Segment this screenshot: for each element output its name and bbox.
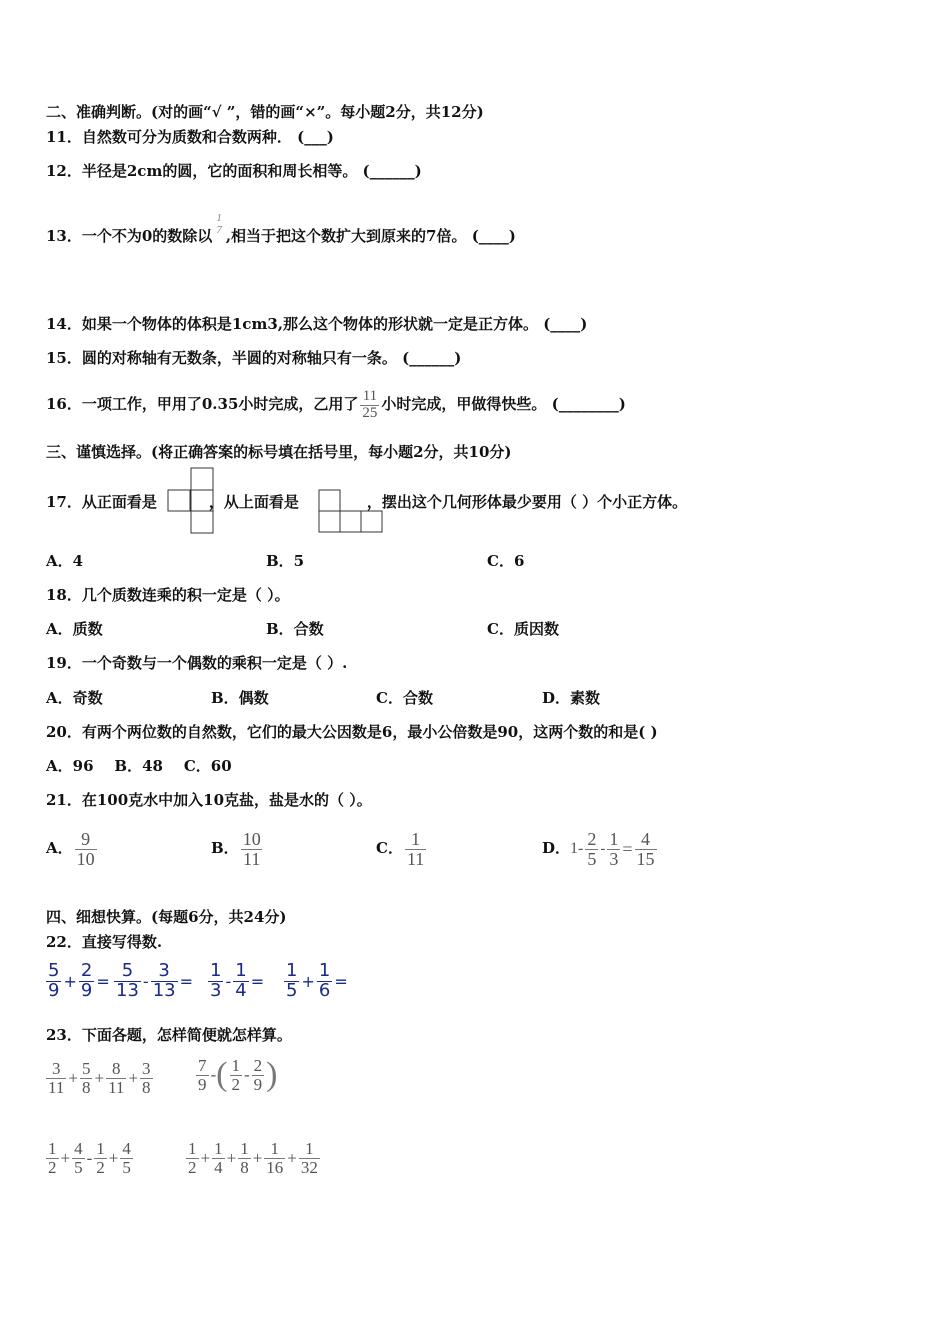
q23-e1-op-3: + [128,1068,139,1088]
q17-option-b: B．5 [266,552,305,570]
q23-e1-fraction-2 [80,1060,93,1097]
q22-expression-4 [282,962,348,1001]
q23-e2-left-paren: ( [216,1056,228,1093]
q17-option-c: C．6 [487,552,525,570]
q23-e1-f2-num: 5 [81,1059,91,1078]
q23-e4-f2-den: 4 [214,1157,223,1177]
q18-option-b: B．合数 [266,620,324,638]
q21-d-f2-den: 3 [609,848,619,869]
q22-e2-fraction-1 [114,962,141,1001]
q21-a-den: 10 [76,848,95,869]
q21-d-f1-num: 2 [587,828,597,849]
question-15: 15．圆的对称轴有无数条，半圆的对称轴只有一条。 (______) [46,349,462,367]
question-11: 11．自然数可分为质数和合数两种． (___) [46,128,334,146]
q23-e4-fraction-3 [238,1140,251,1177]
q23-e1-op-1: + [68,1068,78,1088]
question-23: 23．下面各题，怎样简便就怎样算。 [46,1026,292,1044]
q23-e4-op-4: + [287,1148,297,1168]
question-14: 14．如果一个物体的体积是1cm3,那么这个物体的形状就一定是正方体。 (____) [46,315,588,333]
q23-e1-fraction-1 [46,1060,66,1097]
q23-expression-4 [184,1140,322,1177]
q21-d-label: D． [542,839,571,857]
question-12: 12．半径是2cm的圆，它的面积和周长相等。 (______) [46,162,422,180]
q19-option-a: A．奇数 [46,689,103,707]
q22-expression-1 [44,962,110,1001]
q23-e4-f3-num: 1 [240,1139,249,1158]
q22-e1-eq: = [96,971,110,991]
q23-e4-fraction-2 [212,1140,225,1177]
q23-e3-f2-num: 4 [74,1139,83,1158]
q23-e3-op-1: + [60,1148,71,1168]
q22-e4-eq: = [334,971,348,991]
section2-title: 二、准确判断。(对的画“√ ”，错的画“×”。每小题2分，共12分) [46,103,484,121]
q21-d-fraction-1 [585,830,598,869]
q23-e2-fraction-2 [230,1057,243,1094]
q23-e3-f3-num: 1 [96,1139,105,1158]
q22-e2-f1-num: 5 [121,960,134,981]
q23-e2-f1-den: 9 [198,1074,207,1094]
q23-e3-f1-num: 1 [48,1139,57,1158]
q21-option-d [542,823,659,874]
q22-e1-fraction-1 [46,962,61,1001]
q22-e1-f1-num: 5 [48,960,60,981]
q21-d-f3-num: 4 [641,828,650,849]
q23-e2-right-paren: ) [266,1056,278,1093]
q23-e2-f1-num: 7 [198,1055,207,1075]
q21-b-num: 10 [242,828,261,849]
q23-e4-fraction-4 [264,1140,285,1177]
q23-e2-fraction-3 [252,1057,265,1094]
q23-e2-f2-num: 1 [231,1055,240,1075]
q21-option-a [46,823,99,873]
q23-e1-op-2: + [94,1068,105,1088]
top-view-figure [318,489,386,535]
q23-e4-op-3: + [252,1148,263,1168]
q21-b-label: B． [211,839,239,857]
q22-e1-op: + [63,971,77,991]
q19-option-b: B．偶数 [211,689,269,707]
q22-e4-f1-num: 1 [286,960,298,981]
question-21: 21．在100克水中加入10克盐，盐是水的（ ）。 [46,791,372,809]
q22-e2-f1-den: 13 [116,979,139,1001]
q13-text-post: ,相当于把这个数扩大到原来的7倍。 (____) [225,227,516,245]
q23-e3-f4-den: 5 [122,1157,131,1177]
q22-e4-fraction-2 [317,962,332,1001]
q23-e4-f5-num: 1 [305,1139,314,1158]
question-18: 18．几个质数连乘的积一定是（ ）。 [46,586,290,604]
q23-e1-f2-den: 8 [81,1077,91,1097]
q21-d-fraction-2 [607,830,620,869]
q23-e3-op-2: - [86,1148,93,1168]
question-16 [46,382,626,426]
q21-b-fraction [241,830,263,869]
q21-d-f3-den: 15 [636,848,655,869]
q20-options: A．96 B．48 C．60 [46,757,232,775]
q23-e2-f3-num: 2 [253,1055,263,1075]
q23-e3-fraction-4 [120,1140,133,1177]
q19-option-c: C．合数 [376,689,433,707]
q22-e1-f2-num: 2 [80,960,93,981]
q21-b-den: 11 [243,848,261,869]
q22-e2-eq: = [179,971,193,991]
q22-e4-f2-den: 6 [318,979,331,1001]
q21-a-num: 9 [81,828,91,849]
question-13 [46,214,516,258]
q21-c-num: 1 [411,828,421,849]
q23-e4-f4-num: 1 [270,1139,280,1158]
q22-e2-fraction-2 [151,962,178,1001]
q13-frac-num: 1 [216,212,222,225]
q23-e1-f4-den: 8 [142,1077,151,1097]
q23-e1-f4-num: 3 [142,1059,151,1078]
q21-a-fraction [75,830,97,869]
q22-e3-f2-den: 4 [235,979,247,1001]
q23-e1-fraction-3 [106,1060,126,1097]
q21-d-minus: - [600,841,606,857]
question-22: 22．直接写得数. [46,933,163,951]
q23-e2-f3-den: 9 [253,1074,263,1094]
q23-e2-fraction-1 [196,1057,209,1094]
q21-d-f2-num: 1 [609,828,619,849]
q23-e4-f3-den: 8 [240,1157,249,1177]
q22-e2-op: - [142,971,149,991]
section4-title: 四、细想快算。(每题6分，共24分) [46,908,287,926]
q22-e2-f2-num: 3 [158,960,170,981]
q16-text-post: 小时完成，甲做得快些。 (________) [381,395,626,413]
q22-e3-eq: = [250,971,265,991]
q23-e4-fraction-1 [186,1140,199,1177]
q23-e1-f1-den: 11 [48,1077,65,1097]
q21-d-fraction-3 [635,830,657,869]
q19-option-d: D．素数 [542,689,601,707]
q23-expression-3 [44,1140,135,1177]
q22-e1-f2-den: 9 [80,979,93,1001]
q16-fraction [360,389,379,422]
q21-option-c [376,823,428,873]
q23-e3-f4-num: 4 [122,1139,131,1158]
q22-e3-f1-den: 3 [210,979,222,1001]
q22-e3-f1-num: 1 [210,960,222,981]
q23-e1-f3-den: 11 [108,1077,125,1097]
question-20: 20．有两个两位数的自然数，它们的最大公因数是6，最小公倍数是90，这两个数的和是( ) [46,723,658,741]
q22-e4-f1-den: 5 [286,979,298,1001]
q13-frac-den: 7 [216,224,222,236]
q21-c-label: C． [376,839,403,857]
q23-e4-f1-num: 1 [188,1139,197,1158]
q22-e1-f1-den: 9 [48,979,60,1001]
q22-e3-op: - [225,971,232,991]
q23-e2-f2-den: 2 [231,1074,240,1094]
q23-e3-f1-den: 2 [48,1157,57,1177]
q13-text-pre: 13．一个不为0的数除以 [46,227,213,245]
q22-e3-fraction-1 [208,962,223,1001]
q22-e4-f2-num: 1 [318,960,331,981]
q23-e4-f2-num: 1 [214,1139,223,1158]
q23-e4-op-2: + [226,1148,237,1168]
q23-e4-fraction-5 [299,1140,320,1177]
q23-e1-fraction-4 [140,1060,153,1097]
q21-d-equals: = [622,839,633,859]
q22-e4-fraction-1 [284,962,299,1001]
q23-e3-op-3: + [108,1148,119,1168]
q23-e2-op-1: - [210,1065,217,1084]
q22-e1-fraction-2 [79,962,94,1001]
q17-text-c: ，摆出这个几何形体最少要用（ ）个小正方体。 [366,493,688,511]
q21-d-f1-den: 5 [587,848,597,869]
q23-e2-op-2: - [244,1065,250,1084]
q22-e2-f2-den: 13 [152,979,176,1001]
q16-text-pre: 16．一项工作，甲用了0.35小时完成，乙用了 [46,395,359,413]
q21-c-fraction [405,830,426,869]
q17-option-a: A．4 [46,552,84,570]
section3-title: 三、谨慎选择。(将正确答案的标号填在括号里，每小题2分，共10分) [46,443,512,461]
q21-a-label: A． [46,839,73,857]
q23-expression-2 [194,1056,278,1094]
q16-frac-num: 11 [362,387,378,404]
q21-option-b [211,823,265,873]
q23-expression-1 [44,1060,155,1097]
q22-e3-f2-num: 1 [235,960,247,981]
q16-frac-den: 25 [362,404,378,421]
q17-text-a: 17．从正面看是 [46,493,157,511]
q22-expression-2 [112,962,193,1001]
q22-e3-fraction-2 [233,962,248,1001]
q23-e4-op-1: + [200,1148,211,1168]
q23-e4-f5-den: 32 [300,1157,318,1177]
q23-e4-f4-den: 16 [266,1157,284,1177]
q23-e3-fraction-1 [46,1140,59,1177]
q23-e3-f3-den: 2 [96,1157,105,1177]
q23-e3-f2-den: 5 [74,1157,83,1177]
question-19: 19．一个奇数与一个偶数的乘积一定是（ ）. [46,654,348,672]
q22-expression-3 [206,962,264,1001]
q21-d-one: 1- [570,840,584,857]
q18-option-c: C．质因数 [487,620,559,638]
q18-option-a: A．质数 [46,620,103,638]
q23-e4-f1-den: 2 [188,1157,197,1177]
q13-fraction [214,213,224,236]
q23-e1-f3-num: 8 [112,1059,121,1078]
q22-e4-op: + [301,971,315,991]
front-view-figure [167,467,217,535]
q17-text-b: ，从上面看是 [208,493,299,511]
q23-e3-fraction-3 [94,1140,107,1177]
q23-e1-f1-num: 3 [51,1059,61,1078]
q21-c-den: 11 [406,848,425,869]
q23-e3-fraction-2 [72,1140,85,1177]
